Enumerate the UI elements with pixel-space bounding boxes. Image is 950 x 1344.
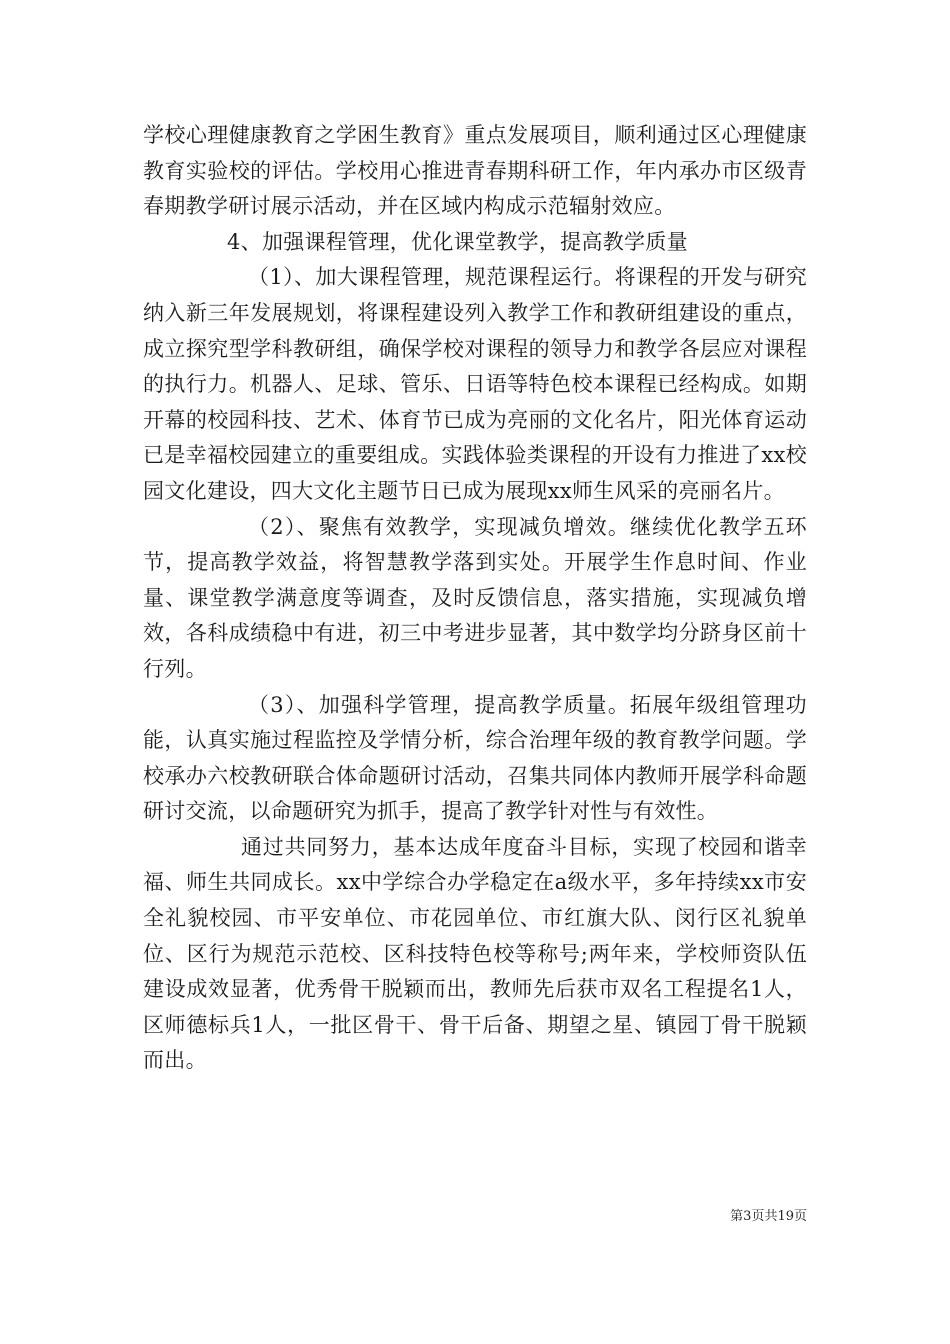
paragraph-psych-education: 学校心理健康教育之学困生教育》重点发展项目，顺利通过区心理健康教育实验校的评估。学校用心推进青春期科研工作，年内承办市区级青春期教学研讨展示活动，并在区域内构成示范辐射效应。 bbox=[143, 123, 807, 219]
paragraph-effective-teaching: （2）、聚焦有效教学，实现减负增效。继续优化教学五环节，提高教学效益，将智慧教学落到实处。开展学生作息时间、作业量、课堂教学满意度等调查，及时反馈信息，落实措施，实现减负增效，各科成绩稳中有进，初三中考进步显著，其中数学均分跻身区前十行列。 bbox=[143, 514, 807, 681]
paragraph-summary-achievements: 通过共同努力，基本达成年度奋斗目标，实现了校园和谐幸福、师生共同成长。xx中学综合办学稳定在a级水平，多年持续xx市安全礼貌校园、市平安单位、市花园单位、市红旗大队、闵行区礼貌单位、区行为规范示范校、区科技特色校等称号;两年来，学校师资队伍建设成效显著，优秀骨干脱颖而出，教师先后获市双名工程提名1人，区师德标兵1人，一批区骨干、骨干后备、期望之星、镇园丁骨干脱颖而出。 bbox=[143, 834, 807, 1073]
page-number-footer: 第3页共19页 bbox=[730, 1209, 807, 1224]
paragraph-curriculum-management: （1）、加大课程管理，规范课程运行。将课程的开发与研究纳入新三年发展规划，将课程建设列入教学工作和教研组建设的重点，成立探究型学科教研组，确保学校对课程的领导力和教学各层应对课程的执行力。机器人、足球、管乐、日语等特色校本课程已经构成。如期开幕的校园科技、艺术、体育节已成为亮丽的文化名片，阳光体育运动已是幸福校园建立的重要组成。实践体验类课程的开设有力推进了xx校园文化建设，四大文化主题节日已成为展现xx师生风采的亮丽名片。 bbox=[143, 265, 807, 503]
section-heading-curriculum: 4、加强课程管理，优化课堂教学，提高教学质量 bbox=[227, 229, 688, 254]
document-body bbox=[143, 118, 807, 1079]
paragraph-scientific-management: （3）、加强科学管理，提高教学质量。拓展年级组管理功能，认真实施过程监控及学情分析，综合治理年级的教育教学问题。学校承办六校教研联合体命题研讨活动，召集共同体内教师开展学科命题研讨交流，以命题研究为抓手，提高了教学针对性与有效性。 bbox=[143, 692, 807, 824]
